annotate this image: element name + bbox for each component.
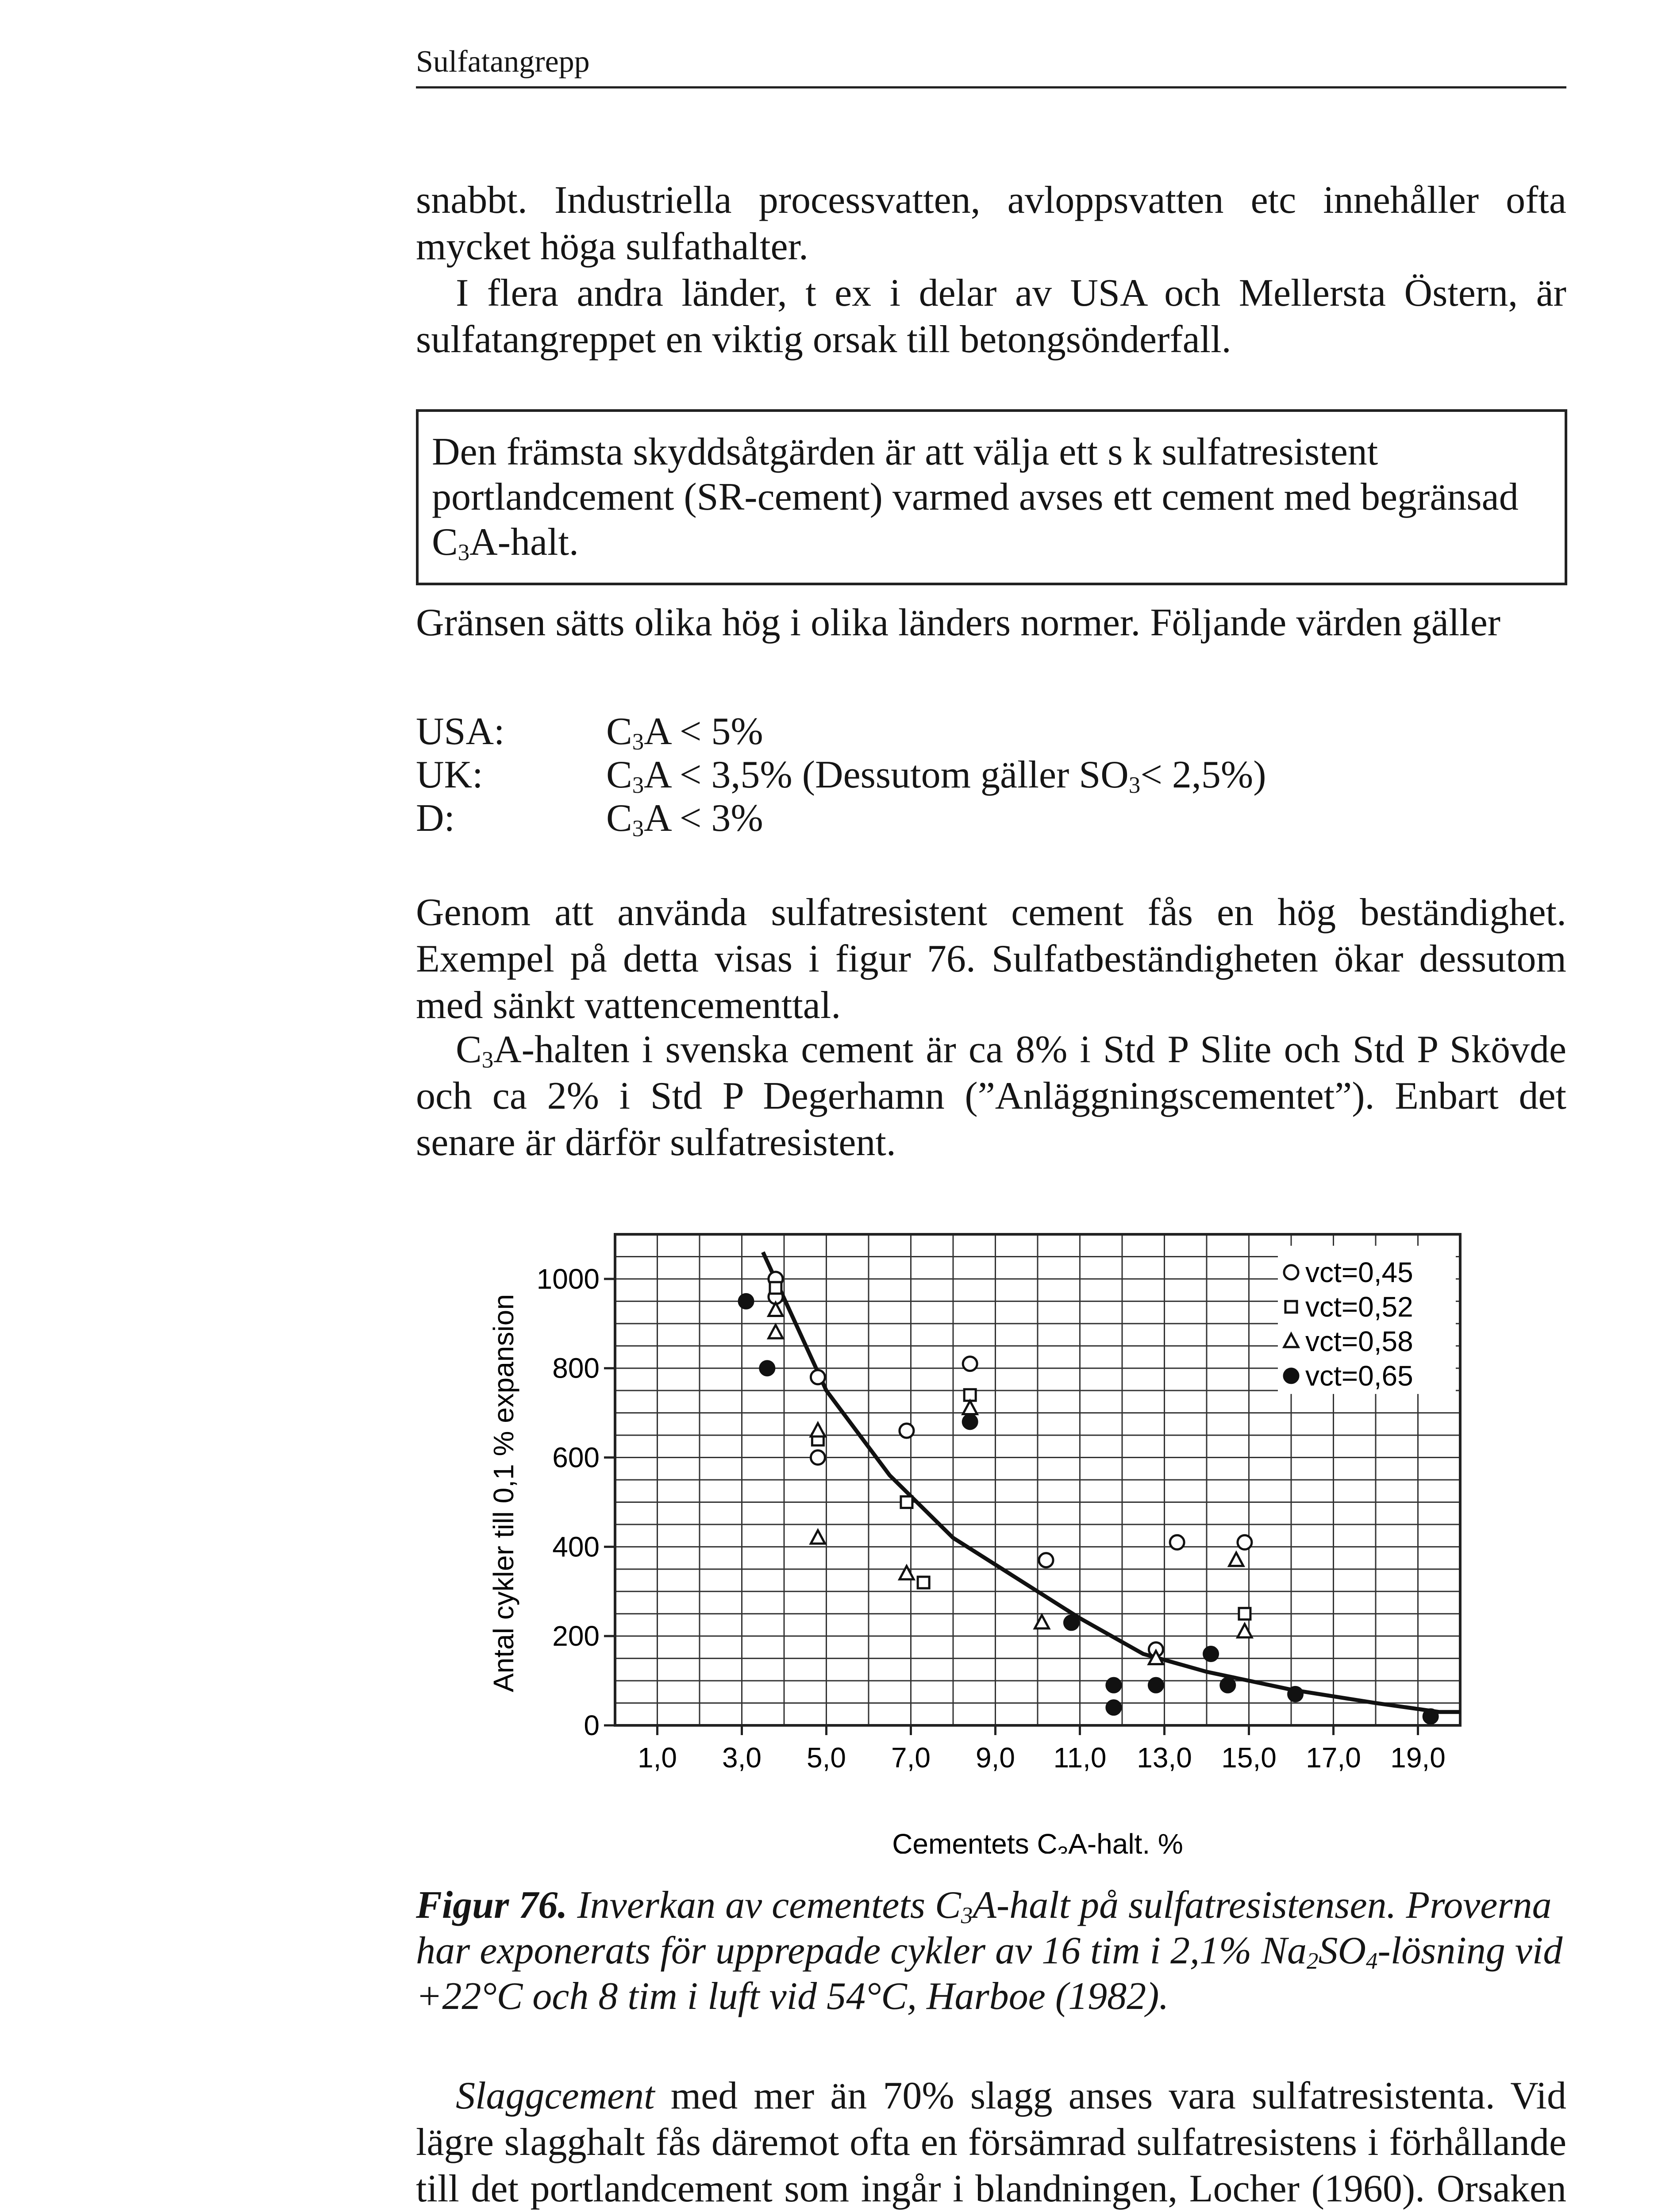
x-tick-label: 3,0 [722, 1742, 762, 1774]
data-point-filled [1106, 1678, 1121, 1693]
data-point-triangle [811, 1423, 825, 1436]
data-point-square [1239, 1608, 1250, 1620]
data-point-triangle [1229, 1553, 1243, 1566]
x-tick-label: 19,0 [1390, 1742, 1446, 1774]
y-tick-label: 400 [552, 1531, 600, 1563]
legend-marker-square [1285, 1301, 1297, 1313]
legend-label: vct=0,58 [1305, 1325, 1413, 1357]
x-tick-label: 1,0 [638, 1742, 677, 1774]
x-axis-title: Cementets $C_3A$-halt, % [892, 1828, 1183, 1854]
norm-row-d [416, 797, 1266, 840]
data-point-triangle [769, 1325, 783, 1338]
data-point-circle [1170, 1535, 1184, 1549]
norm-row-uk [416, 753, 1266, 797]
data-point-filled [1220, 1678, 1235, 1693]
legend-marker-circle [1284, 1265, 1298, 1279]
data-point-filled [962, 1414, 977, 1429]
paragraph-6: Slaggcement med mer än 70% slagg anses vara sulfatresistenta. Vid lägre slagghalt fås däremot ofta en försämrad sulfatresistens i förhållande till det portlandcement som ingår i blandningen, Locher (1960). Orsaken [416, 2074, 1566, 2210]
x-tick-label: 17,0 [1306, 1742, 1361, 1774]
data-point-filled [1106, 1700, 1121, 1715]
y-tick-label: 1000 [536, 1263, 600, 1295]
legend-marker-filled [1284, 1368, 1299, 1383]
y-tick-label: 600 [552, 1441, 600, 1474]
data-point-filled [738, 1294, 754, 1309]
box-text-2: A-halt. [469, 521, 579, 564]
running-header: Sulfatangrepp [416, 45, 590, 79]
paragraph-2: I flera andra länder, t ex i delar av USA och Mellersta Östern, är sulfatangreppet en viktig orsak till betongsönderfall. [416, 272, 1566, 361]
data-point-filled [1064, 1615, 1079, 1630]
data-point-triangle [900, 1566, 914, 1579]
y-tick-label: 200 [552, 1620, 600, 1652]
norm-value: $C_3A < 5\%$ [606, 710, 763, 755]
data-point-triangle [1035, 1615, 1049, 1628]
y-axis-title: Antal cykler till 0,1 % expansion [488, 1294, 519, 1692]
data-point-filled [760, 1361, 775, 1376]
data-point-circle [1039, 1553, 1053, 1567]
norm-value: $C_3A < 3\%$ [606, 797, 763, 841]
figure-caption: Figur 76. Inverkan av cementets $C_3A$-halt på sulfatresistensen. Proverna har exponerats för upprepade cykler av 16 tim i 2,1% $Na_2SO_4$-lösning vid +22°C och 8 tim i luft vid 54°C, Harboe (1982). [416, 1884, 1563, 2018]
data-point-circle [963, 1357, 977, 1371]
data-point-filled [1423, 1709, 1438, 1724]
norm-country: USA: [416, 710, 505, 753]
norm-value: $C_3A < 3,5\%$ (Dessutom gäller $SO_3< 2,5\%$) [606, 753, 1266, 798]
data-point-triangle [811, 1530, 825, 1544]
data-point-circle [900, 1424, 914, 1438]
box-text-1: Den främsta skyddsåtgärden är att välja ett s k sulfatresistent portlandcement (SR-cement) varmed avses ett cement med begränsad C [432, 430, 1519, 564]
x-tick-label: 15,0 [1221, 1742, 1277, 1774]
norm-row-usa [416, 710, 1266, 753]
header-rule [416, 86, 1566, 88]
x-tick-label: 11,0 [1053, 1742, 1107, 1774]
paragraph-4: Genom att använda sulfatresistent cement fås en hög beständighet. Exempel på detta visas i figur 76. Sulfatbeständigheten ökar dessutom med sänkt vattencementtal. [416, 891, 1566, 1027]
data-point-square [901, 1496, 912, 1508]
legend-label: vct=0,65 [1305, 1359, 1413, 1392]
figure-76-chart [465, 1190, 1535, 1856]
data-point-triangle [963, 1401, 977, 1414]
legend-label: vct=0,52 [1305, 1290, 1413, 1323]
highlight-box [416, 409, 1567, 585]
y-tick-label: 800 [552, 1352, 600, 1384]
x-tick-label: 5,0 [807, 1742, 846, 1774]
data-point-circle [811, 1451, 825, 1465]
paragraph-1: snabbt. Industriella processvatten, avloppsvatten etc innehåller ofta mycket höga sulfathalter. [416, 179, 1566, 268]
box-sub: 3 [458, 540, 470, 565]
paragraph-5: $C_3A$-halten i svenska cement är ca 8% i Std P Slite och Std P Skövde och ca 2% i Std P Degerhamn (”Anläggningscementet”). Enbart det senare är därför sulfatresistent. [416, 1028, 1566, 1164]
x-tick-label: 13,0 [1137, 1742, 1192, 1774]
data-point-triangle [1238, 1624, 1252, 1637]
x-tick-label: 7,0 [891, 1742, 931, 1774]
x-tick-label: 9,0 [976, 1742, 1015, 1774]
data-point-square [918, 1577, 929, 1588]
norms-list [416, 710, 1266, 840]
data-point-circle [811, 1370, 825, 1384]
paragraph-3: Gränsen sätts olika hög i olika länders normer. Följande värden gäller [416, 601, 1501, 644]
chart-svg [465, 1190, 1535, 1854]
data-point-triangle [769, 1303, 783, 1316]
norm-country: UK: [416, 753, 483, 796]
data-point-filled [1288, 1686, 1303, 1701]
data-point-filled [1148, 1678, 1163, 1693]
legend-label: vct=0,45 [1305, 1256, 1413, 1288]
data-point-circle [1238, 1535, 1252, 1549]
term-slaggcement: Slaggcement [456, 2074, 655, 2117]
norm-country: D: [416, 797, 455, 840]
data-point-square [770, 1282, 781, 1294]
data-point-filled [1204, 1647, 1219, 1662]
y-tick-label: 0 [584, 1709, 600, 1741]
